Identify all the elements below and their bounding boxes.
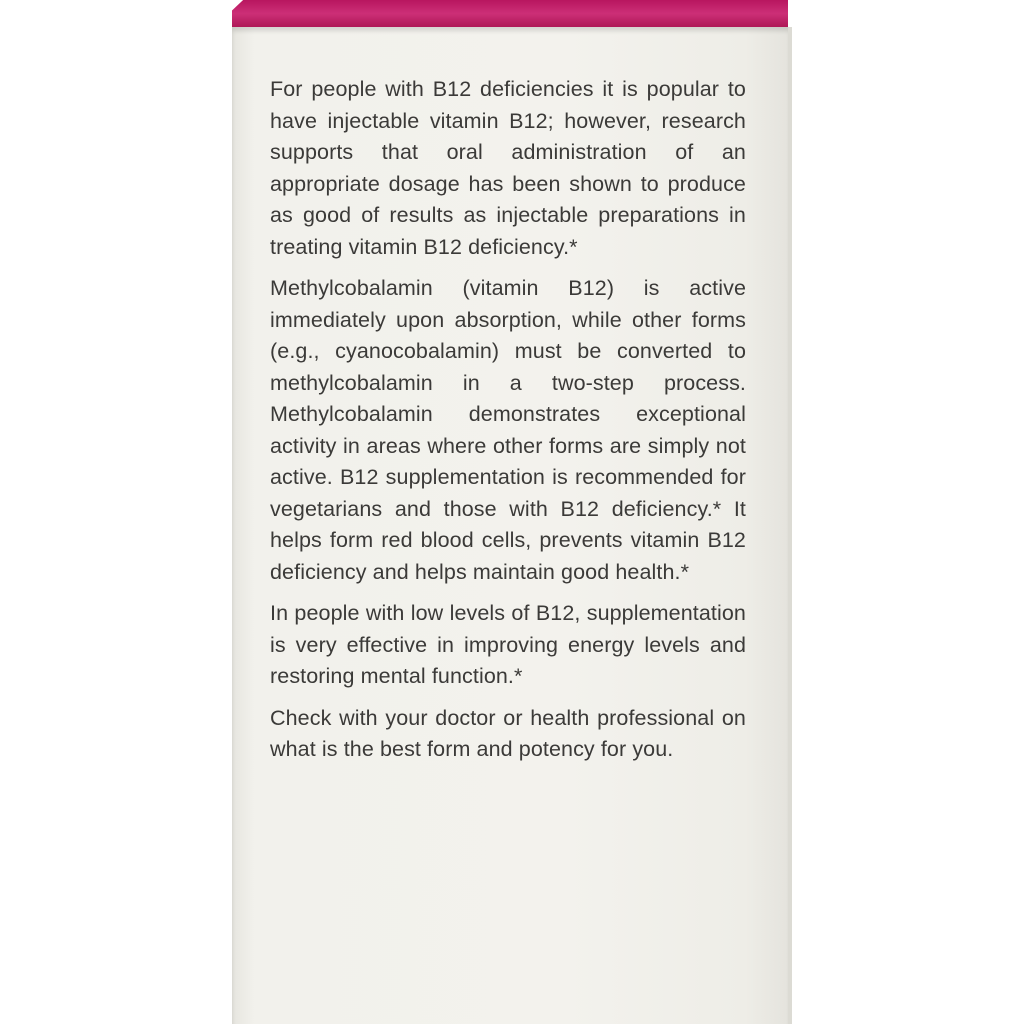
label-paragraph-3: In people with low levels of B12, supplementation is very effective in improving energy levels and restoring mental function.* <box>270 601 746 688</box>
box-top-magenta-band <box>232 0 788 30</box>
box-right-edge <box>788 27 792 1024</box>
label-paragraph-2: Methylcobalamin (vitamin B12) is active immediately upon absorption, while other forms (e.g., cyanocobalamin) must be converted to methylcobalamin in a two-step process. Methylcobalamin demonstrates exceptional activity in areas where other forms are simply not active. B12 supplementation is recommended for vegetarians and those with B12 deficiency.* It helps form red blood cells, prevents vitamin B12 deficiency and helps maintain good health.* <box>270 276 746 584</box>
label-copy <box>270 74 746 776</box>
label-paragraph-4: Check with your doctor or health professional on what is the best form and potency for you. <box>270 705 746 761</box>
label-paragraph-1: For people with B12 deficiencies it is popular to have injectable vitamin B12; however, research supports that oral administration of an appropriate dosage has been shown to produce as good of results as injectable preparations in treating vitamin B12 deficiency.* <box>270 77 746 259</box>
